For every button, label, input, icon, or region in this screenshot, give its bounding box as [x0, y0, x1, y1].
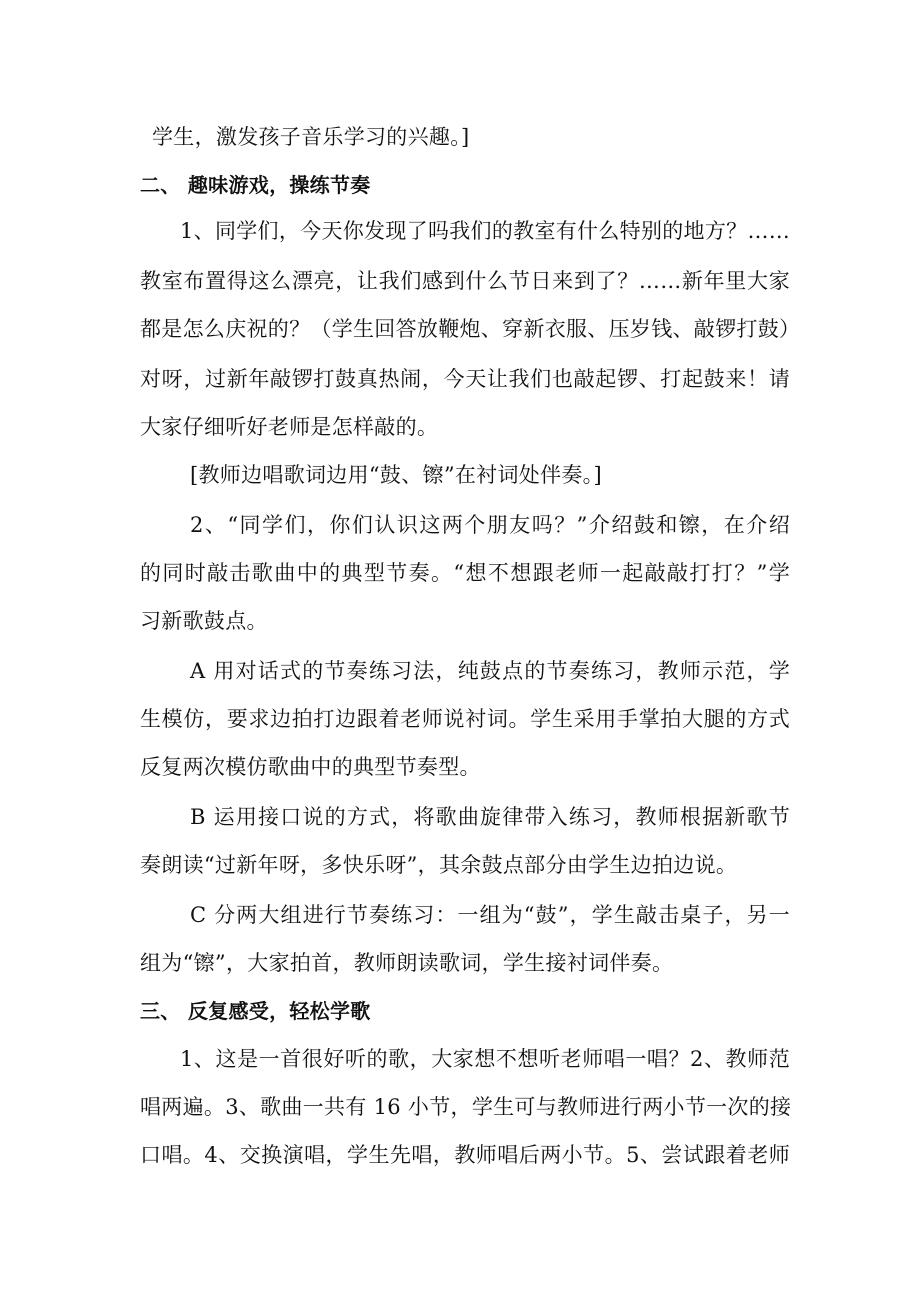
section-heading-3: 三、 反复感受，轻松学歌 — [140, 999, 371, 1023]
paragraph-line: 奏朗读“过新年呀，多快乐呀”，其余鼓点部分由学生边拍边说。 — [140, 853, 738, 877]
paragraph-line: B 运用接口说的方式，将歌曲旋律带入练习，教师根据新歌节 — [190, 805, 790, 829]
paragraph-line: 对呀，过新年敲锣打鼓真热闹，今天让我们也敲起锣、打起鼓来！请 — [140, 367, 790, 391]
section-heading-2: 二、 趣味游戏，操练节奏 — [140, 173, 371, 197]
paragraph-line: 组为“镲”，大家拍首，教师朗读歌词，学生接衬词伴奏。 — [140, 951, 674, 975]
paragraph-line: 习新歌鼓点。 — [140, 609, 268, 633]
paragraph-line: 教室布置得这么漂亮，让我们感到什么节日来到了？……新年里大家 — [140, 269, 790, 293]
paragraph-line: 都是怎么庆祝的？（学生回答放鞭炮、穿新衣服、压岁钱、敲锣打鼓） — [140, 317, 801, 341]
paragraph-line: [教师边唱歌词边用“鼓、镲”在衬词处伴奏。] — [190, 463, 602, 487]
paragraph-line: A 用对话式的节奏练习法，纯鼓点的节奏练习，教师示范，学 — [190, 659, 790, 683]
paragraph-line: 大家仔细听好老师是怎样敲的。 — [140, 415, 439, 439]
paragraph-line: 1、这是一首很好听的歌，大家想不想听老师唱一唱？2、教师范 — [180, 1047, 790, 1071]
paragraph-line: 口唱。4、交换演唱，学生先唱，教师唱后两小节。5、尝试跟着老师 — [140, 1143, 790, 1167]
paragraph-line: 学生，激发孩子音乐学习的兴趣。] — [152, 125, 470, 149]
paragraph-line: 2、“同学们，你们认识这两个朋友吗？”介绍鼓和镲，在介绍 — [190, 513, 790, 537]
paragraph-line: 的同时敲击歌曲中的典型节奏。“想不想跟老师一起敲敲打打？”学 — [140, 561, 790, 585]
paragraph-line: 反复两次模仿歌曲中的典型节奏型。 — [140, 755, 481, 779]
paragraph-line: 唱两遍。3、歌曲一共有 16 小节，学生可与教师进行两小节一次的接 — [140, 1095, 792, 1119]
paragraph-line: C 分两大组进行节奏练习：一组为“鼓”，学生敲击桌子，另一 — [190, 903, 790, 927]
paragraph-line: 生模仿，要求边拍打边跟着老师说衬词。学生采用手掌拍大腿的方式 — [140, 707, 790, 731]
paragraph-line: 1、同学们，今天你发现了吗我们的教室有什么特别的地方？…… — [180, 219, 791, 243]
